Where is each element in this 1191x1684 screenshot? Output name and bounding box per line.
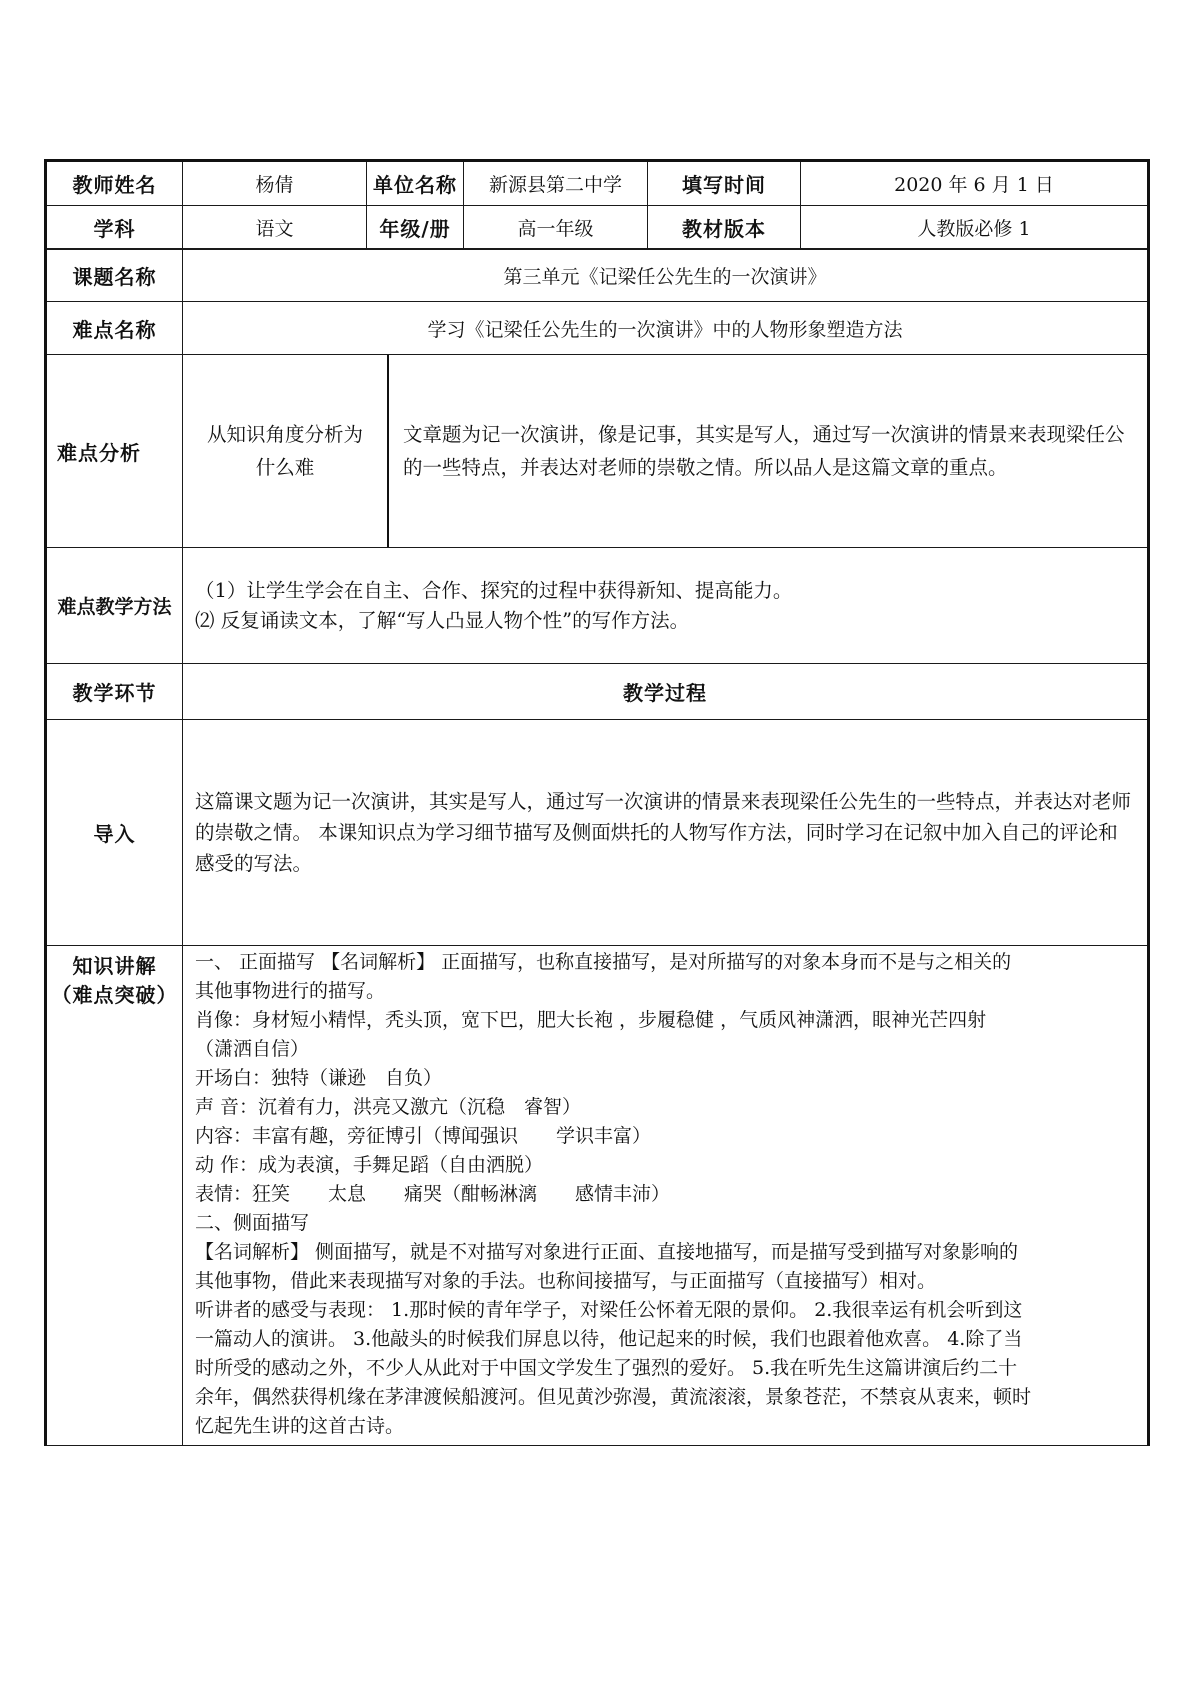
method-label: 难点教学方法 bbox=[46, 548, 183, 664]
knowledge-line: 忆起先生讲的这首古诗。 bbox=[195, 1415, 405, 1437]
analysis-label: 难点分析 bbox=[46, 355, 183, 548]
method-line: ⑵ 反复诵读文本，了解“写人凸显人物个性”的写作方法。 bbox=[195, 608, 690, 632]
knowledge-line: 表情：狂笑 太息 痛哭（酣畅淋漓 感情丰沛） bbox=[195, 1183, 671, 1205]
method-content bbox=[183, 548, 1149, 664]
difficulty-label: 难点名称 bbox=[46, 302, 183, 355]
unit-name: 新源县第二中学 bbox=[464, 161, 648, 206]
process-label: 教学过程 bbox=[183, 664, 1149, 720]
knowledge-line: 肖像：身材短小精悍，秃头顶，宽下巴，肥大长袍 ，步履稳健 ，气质风神潇洒，眼神光芒四射 bbox=[195, 1009, 987, 1031]
knowledge-line: （潇洒自信） bbox=[195, 1038, 310, 1060]
knowledge-line: 其他事物进行的描写。 bbox=[195, 980, 386, 1002]
knowledge-line: 动 作：成为表演，手舞足蹈（自由洒脱） bbox=[195, 1154, 544, 1176]
textbook-label: 教材版本 bbox=[648, 206, 801, 250]
knowledge-line: 余年，偶然获得机缘在茅津渡候船渡河。但见黄沙弥漫，黄流滚滚，景象苍茫，不禁哀从衷来，顿时 bbox=[195, 1386, 1032, 1408]
knowledge-line: 一篇动人的演讲。 3.他敲头的时候我们屏息以待，他记起来的时候，我们也跟着他欢喜。 4.除了当 bbox=[195, 1328, 1023, 1350]
method-line: （1）让学生学会在自主、合作、探究的过程中获得新知、提高能力。 bbox=[195, 578, 793, 602]
lesson-table bbox=[44, 248, 1150, 1446]
step-label: 教学环节 bbox=[46, 664, 183, 720]
knowledge-line: 声 音：沉着有力，洪亮又激亢（沉稳 睿智） bbox=[195, 1096, 582, 1118]
grade-label: 年级/册 bbox=[367, 206, 464, 250]
date-value: 2020 年 6 月 1 日 bbox=[801, 161, 1149, 206]
knowledge-line: 二、侧面描写 bbox=[195, 1212, 310, 1234]
knowledge-line: 听讲者的感受与表现： 1.那时候的青年学子，对梁任公怀着无限的景仰。 2.我很幸运有机会听到这 bbox=[195, 1299, 1023, 1321]
intro-text: 这篇课文题为记一次演讲，其实是写人，通过写一次演讲的情景来表现梁任公先生的一些特点，并表达对老师的崇敬之情。 本课知识点为学习细节描写及侧面烘托的人物写作方法，同时学习在记叙中加入自己的评论和感受的写法。 bbox=[183, 720, 1149, 946]
knowledge-line: 一、 正面描写 【名词解析】 正面描写，也称直接描写，是对所描写的对象本身而不是与之相关的 bbox=[195, 951, 1012, 973]
subject-value: 语文 bbox=[183, 206, 367, 250]
topic-label: 课题名称 bbox=[46, 249, 183, 302]
grade-value: 高一年级 bbox=[464, 206, 648, 250]
knowledge-line: 开场白：独特（谦逊 自负） bbox=[195, 1067, 443, 1089]
teacher-name: 杨倩 bbox=[183, 161, 367, 206]
header-table bbox=[44, 159, 1150, 250]
date-label: 填写时间 bbox=[648, 161, 801, 206]
knowledge-content bbox=[183, 946, 1149, 1446]
topic-value: 第三单元《记梁任公先生的一次演讲》 bbox=[183, 249, 1149, 302]
unit-label: 单位名称 bbox=[367, 161, 464, 206]
teacher-label: 教师姓名 bbox=[46, 161, 183, 206]
intro-label: 导入 bbox=[46, 720, 183, 946]
knowledge-line: 时所受的感动之外，不少人从此对于中国文学发生了强烈的爱好。 5.我在听先生这篇讲演后约二十 bbox=[195, 1357, 1018, 1379]
textbook-value: 人教版必修 1 bbox=[801, 206, 1149, 250]
analysis-sub-label: 从知识角度分析为什么难 bbox=[183, 355, 389, 547]
analysis-text: 文章题为记一次演讲，像是记事，其实是写人，通过写一次演讲的情景来表现梁任公的一些特点，并表达对老师的崇敬之情。所以品人是这篇文章的重点。 bbox=[403, 423, 1125, 479]
knowledge-line: 内容：丰富有趣，旁征博引（博闻强识 学识丰富） bbox=[195, 1125, 652, 1147]
subject-label: 学科 bbox=[46, 206, 183, 250]
knowledge-line: 【名词解析】 侧面描写，就是不对描写对象进行正面、直接地描写，而是描写受到描写对象影响的 bbox=[195, 1241, 1019, 1263]
difficulty-value: 学习《记梁任公先生的一次演讲》中的人物形象塑造方法 bbox=[183, 302, 1149, 355]
knowledge-line: 其他事物，借此来表现描写对象的手法。也称间接描写，与正面描写（直接描写）相对。 bbox=[195, 1270, 937, 1292]
analysis-cell bbox=[183, 355, 1149, 548]
knowledge-label: 知识讲解 （难点突破） bbox=[46, 946, 183, 1446]
